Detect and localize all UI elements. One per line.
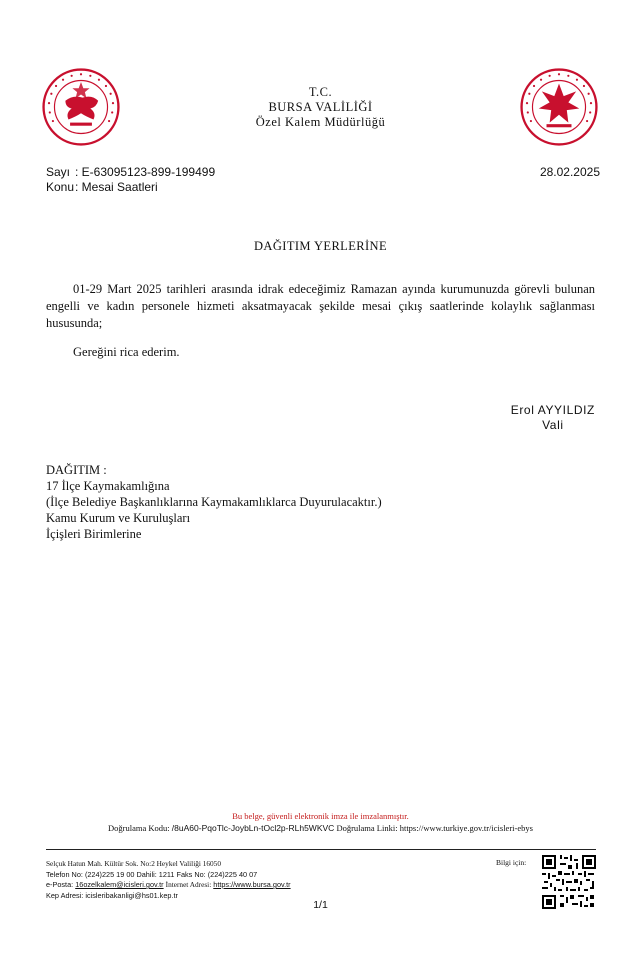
verification-code: /8uA60-PqoTlc-JoybLn-tOcl2p-RLh5WKVC bbox=[171, 823, 335, 833]
verification-link-label: Doğrulama Linki: bbox=[336, 823, 398, 833]
footer-email-label: e-Posta: bbox=[46, 880, 74, 889]
footer-phone: Telefon No: (224)225 19 00 Dahili: 1211 Faks No: (224)225 40 07 bbox=[46, 869, 258, 879]
info-label: Bilgi için: bbox=[496, 858, 527, 867]
document-subject-value: : Mesai Saatleri bbox=[75, 180, 158, 194]
footer-internet-label: İnternet Adresi: bbox=[165, 880, 212, 889]
document-number bbox=[46, 165, 215, 179]
signer-title: Vali bbox=[542, 418, 564, 432]
footer-email-row bbox=[46, 880, 291, 891]
letterhead bbox=[0, 85, 641, 130]
document-date: 28.02.2025 bbox=[539, 165, 600, 179]
verification-line bbox=[0, 823, 641, 833]
document-subject-label: Konu bbox=[46, 180, 75, 194]
letterhead-line-tc: T.C. bbox=[308, 85, 333, 99]
signature-block bbox=[511, 403, 595, 433]
footer-contact bbox=[46, 859, 291, 901]
footer-kep: Kep Adresi: icisleribakanligi@hs01.kep.tr bbox=[46, 890, 178, 900]
body-paragraph: 01-29 Mart 2025 tarihleri arasında idrak edeceğimiz Ramazan ayında kurumunuzda görevli bulunan engelli ve kadın personele hizmeti aksatmayacak şekilde mesai çıkış saatlerinde kolaylık sağlanması hususunda; bbox=[46, 282, 595, 330]
signer-name: Erol AYYILDIZ bbox=[510, 403, 595, 417]
verification-link[interactable]: https://www.turkiye.gov.tr/icisleri-ebys bbox=[399, 823, 533, 833]
distribution-heading: DAĞITIM : bbox=[46, 463, 107, 477]
letterhead-line-governorship: BURSA VALİLİĞİ bbox=[268, 100, 373, 114]
distribution-item: (İlçe Belediye Başkanlıklarına Kaymakamlıklarca Duyurulacaktır.) bbox=[46, 495, 382, 509]
document-subject bbox=[46, 180, 158, 194]
distribution-item: 17 İlçe Kaymakamlığına bbox=[46, 479, 170, 493]
distribution-list bbox=[46, 462, 382, 542]
footer-address: Selçuk Hatun Mah. Kültür Sok. No:2 Heykel Valiliği 16050 bbox=[46, 859, 221, 868]
distribution-item: Kamu Kurum ve Kuruluşları bbox=[46, 511, 191, 525]
letterhead-line-office: Özel Kalem Müdürlüğü bbox=[255, 115, 386, 129]
page-number: 1/1 bbox=[313, 899, 328, 911]
footer-divider bbox=[46, 849, 596, 850]
e-signature-notice: Bu belge, güvenli elektronik imza ile imzalanmıştır. bbox=[232, 811, 409, 821]
document-number-value: : E-63095123-899-199499 bbox=[75, 165, 216, 179]
distribution-title: DAĞITIM YERLERİNE bbox=[253, 239, 388, 253]
footer-internet-link[interactable]: https://www.bursa.gov.tr bbox=[213, 880, 291, 889]
verification-code-label: Doğrulama Kodu: bbox=[108, 823, 170, 833]
footer-email-link[interactable]: 16ozelkalem@icisleri.gov.tr bbox=[75, 880, 164, 889]
distribution-item: İçişleri Birimlerine bbox=[46, 527, 142, 541]
document-number-label: Sayı bbox=[46, 165, 71, 179]
closing-sentence: Gereğini rica ederim. bbox=[73, 345, 180, 359]
